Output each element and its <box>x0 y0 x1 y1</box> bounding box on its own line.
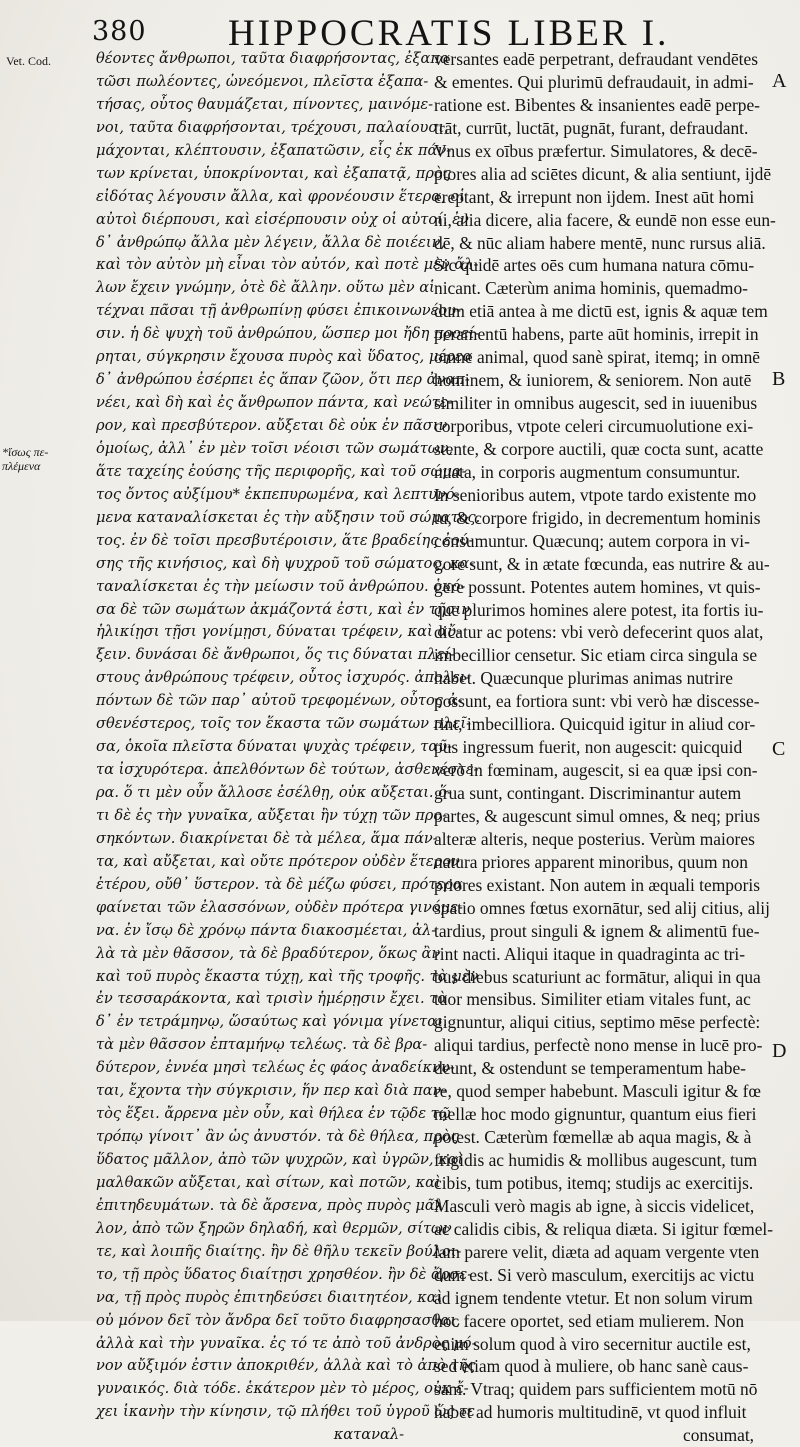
greek-line: δ᾽ ἀνθρώπῳ ἄλλα μὲν λέγειν, ἄλλα δὲ ποιέειν, <box>96 233 446 251</box>
latin-line: tu, & corpore frigido, in decrementum hominis <box>434 507 761 528</box>
latin-line: nicant. Cæterùm anima hominis, quemadmo- <box>434 278 748 299</box>
greek-line: τέχναι πᾶσαι τῇ ἀνθρωπίνῃ φύσει ἐπικοινωνέου- <box>96 302 462 320</box>
greek-line: το, τῇ πρὸς ὕδατος διαίτῃσι χρησθέον. ἢν δὲ ἄρσε- <box>96 1265 473 1283</box>
greek-line: να. ἐν ἴσῳ δὲ χρόνῳ πάντα διακοσμέεται, ἀλ- <box>96 921 437 939</box>
latin-line: gignuntur, aliqui citius, septimo mēse perfectè: <box>434 1012 761 1033</box>
latin-line: nuata, in corporis augmentum consumuntur. <box>434 461 741 482</box>
side-letter-a: A <box>772 70 787 92</box>
greek-line: καὶ τοῦ πυρὸς ἕκαστα τύχῃ, καὶ τῆς τροφῆς. τὰ μὲν <box>96 967 479 985</box>
greek-line: στους ἀνθρώπους τρέφειν, οὗτος ἰσχυρός. ἀπολει- <box>96 669 471 687</box>
greek-line: σιν. ἡ δὲ ψυχὴ τοῦ ἀνθρώπου, ὥσπερ μοι ἤδη προεί- <box>96 325 480 343</box>
latin-line: potest. Cæterùm fœmellæ ab aqua magis, & à <box>434 1127 752 1148</box>
side-letter-c: C <box>772 738 786 760</box>
latin-line: frigidis ac humidis & mollibus augescunt, tum <box>434 1150 758 1170</box>
greek-line: ται, ἔχοντα τὴν σύγκρισιν, ἥν περ καὶ διὰ παν- <box>96 1082 447 1100</box>
greek-line: τὸς ἕξει. ἄρρενα μὲν οὖν, καὶ θήλεα ἐν τῷδε τῷ <box>96 1105 451 1123</box>
latin-line: corporibus, vtpote celeri circumuolutione exi- <box>434 416 754 436</box>
latin-line: tuor mensibus. Similiter etiam vitales funt, ac <box>434 989 751 1010</box>
greek-line: ταναλίσκεται ἐς τὴν μείωσιν τοῦ ἀνθρώπου. ὁκό- <box>96 577 466 595</box>
greek-line: ἐν τεσσαράκοντα, καὶ τρισὶν ἡμέρῃσιν ἔχει. τὰ <box>96 990 448 1008</box>
latin-line: ni, alia dicere, alia facere, & eundē non esse eun- <box>434 209 776 230</box>
latin-line: peramentū habens, parte aūt hominis, irrepit in <box>434 324 759 345</box>
greek-line: τῶσι πωλέοντες, ὠνεόμενοι, πλεῖστα ἐξαπα- <box>96 72 429 90</box>
latin-line: grua sunt, contingant. Discriminantur autem <box>434 783 742 803</box>
latin-line: enim solum quod à viro secernitur auctile est, <box>434 1333 751 1354</box>
latin-line: dicatur ac potens: vbi verò defecerint quos alat, <box>434 622 764 643</box>
greek-line: δύτερον, ἐννέα μησὶ τελέως ἐς φάος ἀναδείκνυ- <box>96 1059 455 1077</box>
greek-line: λὰ τὰ μὲν θᾶσσον, τὰ δὲ βραδύτερον, ὅκως ἂν <box>96 944 441 962</box>
latin-line: spatio omnes fœtus exornātur, sed alij citius, alij <box>434 897 770 918</box>
greek-line: σα, ὁκοῖα πλεῖστα δύναται ψυχὰς τρέφειν, ταῦ- <box>96 738 453 756</box>
greek-line: δ᾽ ἐν τετράμηνῳ, ὥσαύτως καὶ γόνιμα γίνεται. <box>96 1013 448 1031</box>
latin-text-column <box>434 48 776 1447</box>
greek-line: τήσας, οὗτος θαυμάζεται, πίνοντες, μαινόμε- <box>96 95 434 113</box>
greek-line: ὁμοίως, ἀλλ᾽ ἐν μὲν τοῖσι νέοισι τῶν σωμάτων, <box>96 439 454 457</box>
greek-line: εἰδότας λέγουσιν ἄλλα, καὶ φρονέουσιν ἕτερα, οἱ <box>96 187 465 205</box>
latin-line: natura priores apparent minoribus, quum non <box>434 851 748 872</box>
margin-note-isos <box>2 445 48 473</box>
greek-line: λον, ἀπὸ τῶν ξηρῶν δηλαδή, καὶ θερμῶν, σίτων <box>96 1219 452 1237</box>
greek-line: νέει, καὶ δὴ καὶ ἐς ἄνθρωπον πάντα, καὶ νεώτε- <box>96 394 453 412</box>
latin-line: tardius, prout singuli & ignem & alimentū fue- <box>434 920 760 941</box>
latin-line: similiter in omnibus augescit, sed in iuuenibus <box>434 393 758 414</box>
latin-line: stente, & corpore auctili, quæ cocta sunt, acatte <box>434 438 764 459</box>
page-number: 380 <box>92 16 147 47</box>
side-letter-d: D <box>772 1040 787 1062</box>
latin-line: cibis, tum potibus, itemq; studijs ac exercitijs. <box>434 1172 754 1193</box>
greek-line: γυναικός. διὰ τόδε. ἑκάτερον μὲν τὸ μέρος, οὐκ ἔ- <box>96 1380 469 1398</box>
latin-line: habet. Quæcunque plurimas animas nutrire <box>434 668 733 689</box>
latin-line: verò in fœminam, augescit, si ea quæ ipsi con- <box>434 760 758 781</box>
latin-line: & ementes. Qui plurimū defraudauit, in admi- <box>434 71 754 92</box>
latin-line: Masculi verò magis ab igne, à siccis videlicet, <box>434 1195 755 1216</box>
latin-line: mellæ hoc modo gignuntur, quantum eius fieri <box>434 1104 757 1125</box>
latin-line: hominem, & iuniorem, & seniorem. Non autē <box>434 370 752 391</box>
greek-line: νον αὔξιμόν ἐστιν ἀποκριθέν, ἀλλὰ καὶ τὸ ἀπὸ τῆς <box>96 1357 476 1375</box>
latin-line: rint, imbecilliora. Quicquid igitur in aliud cor- <box>434 714 756 735</box>
greek-line: ἀλλὰ καὶ τὴν γυναῖκα. ἐς τό τε ἀπὸ τοῦ ἀνδρὸς μό- <box>96 1334 477 1352</box>
greek-line: ἡλικίῃσι τῇσι γονίμῃσι, δύναται τρέφειν, καὶ αὔ- <box>96 623 462 641</box>
latin-line: possunt, ea fortiora sunt: vbi verò hæ discesse- <box>434 691 760 712</box>
latin-line: partes, & augescunt simul omnes, & neq; prius <box>434 805 761 826</box>
margin-note-isos-line2: πλέμενα <box>2 459 41 473</box>
greek-line: καταναλ- <box>333 1426 404 1444</box>
greek-line: ἅτε ταχείης ἐούσης τῆς περιφορῆς, καὶ τοῦ σώμα- <box>96 462 467 480</box>
greek-line: ὕδατος μᾶλλον, ἀπὸ τῶν ψυχρῶν, καὶ ὑγρῶν, καὶ <box>96 1151 464 1168</box>
latin-line: rint nacti. Aliqui itaque in quadraginta ac tri- <box>434 943 746 964</box>
latin-line: habet ad humoris multitudinē, vt quod influit <box>434 1402 747 1423</box>
latin-line: dē, & nūc aliam habere mentē, nunc rursus aliā. <box>434 232 766 253</box>
greek-line: τρόπῳ γίνοιτ᾽ ἂν ὡς ἀνυστόν. τὰ δὲ θήλεα, πρὸς <box>96 1128 459 1146</box>
greek-line: θέοντες ἄνθρωποι, ταῦτα διαφρήσοντας, ἐξαπα <box>96 50 450 67</box>
latin-line: imbecillior censetur. Sic etiam circa singula se <box>434 645 758 666</box>
side-letter-b: B <box>772 368 786 390</box>
latin-line: Vnus ex oībus præfertur. Simulatores, & decē- <box>434 140 758 161</box>
latin-line: lam parere velit, diæta ad aquam vergente vten <box>434 1241 760 1262</box>
latin-line: priores existant. Non autem in æquali temporis <box>434 874 761 895</box>
greek-line: τα ἰσχυρότερα. ἀπελθόντων δὲ τούτων, ἀσθενέστε- <box>96 761 479 779</box>
greek-line: τε, καὶ λοιπῆς διαίτης. ἢν δὲ θῆλυ τεκεῖν βούλοι- <box>96 1242 462 1260</box>
latin-line: alteræ alteris, neque posterius. Verùm maiores <box>434 828 755 849</box>
latin-line: versantes eadē perpetrant, defraudant vendētes <box>434 49 758 69</box>
latin-line: dum etiā antea à me dictū est, ignis & aquæ tem <box>434 301 768 322</box>
latin-line: sam. Vtraq; quidem pars sufficientem motū nō <box>434 1379 758 1400</box>
greek-line: ἐπιτηδευμάτων. τὰ δὲ ἄρσενα, πρὸς πυρὸς μᾶλ <box>96 1196 444 1214</box>
greek-line: να, τῇ πρὸς πυρὸς ἐπιτηδεύσει διαιτητέον, καὶ <box>96 1288 443 1306</box>
margin-note-isos-line1: *ἴσως πε- <box>2 445 49 459</box>
latin-line: gere possunt. Potentes autem homines, vt quis- <box>434 576 761 597</box>
greek-line: μάχονται, κλέπτουσιν, ἐξαπατῶσιν, εἷς ἐκ πάν- <box>96 141 452 159</box>
latin-line: Sic quidē artes oēs cum humana natura cōmu- <box>434 255 755 276</box>
latin-line: re, quod semper habebunt. Masculi igitur & fœ <box>434 1081 761 1102</box>
greek-line: νοι, ταῦτα διαφρήσονται, τρέχουσι, παλαίουσι, <box>96 118 449 136</box>
greek-line: μαλθακῶν αὔξεται, καὶ σίτων, καὶ ποτῶν, καὶ <box>96 1173 441 1191</box>
greek-line: οὐ μόνον δεῖ τὸν ἄνδρα δεῖ τοῦτο διαφρησασθαι, <box>96 1311 461 1329</box>
greek-line: των κρίνεται, ὑποκρίνονται, καὶ ἐξαπατᾷ, πρὸς <box>96 164 451 182</box>
latin-line: deunt, & ostendunt se temperamentum habe- <box>434 1058 746 1079</box>
latin-line: hoc facere oportet, sed etiam mulierem. Non <box>434 1310 745 1331</box>
greek-line: μενα καταναλίσκεται ἐς τὴν αὔξησιν τοῦ σώματος. <box>96 508 481 526</box>
greek-line: φαίνεται τῶν ἐλασσόνων, οὐδὲν πρότερα γινόμε- <box>96 898 463 916</box>
greek-line: τος ὄντος αὐξίμου* ἐκπεπυρωμένα, καὶ λεπτυνό- <box>96 485 460 503</box>
latin-line: ptores alia ad sciētes dicunt, & alia sentiunt, ijdē <box>434 163 772 184</box>
greek-line: ξειν. δυνάσαι δὲ ἄνθρωποι, ὅς τις δύναται πλεί- <box>96 646 456 664</box>
greek-line: δ᾽ ἀνθρώπου ἐσέρπει ἐς ἅπαν ζῶον, ὅτι περ ἀναπ- <box>96 371 470 389</box>
greek-line: σηκόντων. διακρίνεται δὲ τὰ μέλεα, ἅμα πάν- <box>96 829 438 847</box>
running-head: HIPPOCRATIS LIBER I. <box>228 13 670 54</box>
greek-line: αὐτοὶ διέρπουσι, καὶ εἰσέρπουσιν οὐχ οἱ αὐτοί. ἐν <box>96 210 469 228</box>
greek-line: λων ἔχειν γνώμην, ὁτὲ δὲ ἄλλην. οὕτω μὲν αἱ <box>96 279 435 297</box>
latin-line: gore sunt, & in ætate fœcunda, eas nutrire & au- <box>434 553 770 574</box>
greek-line: ρηται, σύγκρησιν ἔχουσα πυρὸς καὶ ὕδατος, μέρεα <box>96 348 473 366</box>
latin-line: ereptant, & irrepunt non ijdem. Inest aūt homi <box>434 186 755 207</box>
latin-line: consumuntur. Quæcunq; autem corpora in vi- <box>434 530 750 551</box>
greek-line: ἑτέρου, οὔθ᾽ ὕστερον. τὰ δὲ μέζω φύσει, πρότερα <box>96 875 463 893</box>
latin-line: pus ingressum fuerit, non augescit: quicquid <box>434 737 743 758</box>
greek-line: τι δὲ ἐς τὴν γυναῖκα, αὔξεται ἢν τύχῃ τῶν προ- <box>96 806 448 824</box>
greek-line: τὰ μὲν θᾶσσον ἐπταμήνῳ τελέως. τὰ δὲ βρα- <box>96 1036 428 1054</box>
greek-line: σθενέστερος, τοῖς τον ἕκαστα τῶν σωμάτων πλεῖ- <box>96 715 472 733</box>
greek-line: ρα. ὅ τι μὲν οὖν ἄλλοσε ἐσέλθῃ, οὐκ αὔξεται. ὅ- <box>96 784 452 801</box>
greek-text-column <box>96 48 481 1447</box>
latin-line: dum est. Si verò masculum, exercitijs ac victu <box>434 1264 755 1285</box>
greek-line: χει ἱκανὴν τὴν κίνησιν, τῷ πλήθει τοῦ ὑγροῦ ὥς τε <box>96 1403 476 1421</box>
latin-line: In senioribus autem, vtpote tardo existente mo <box>434 484 757 505</box>
greek-line: τα, καὶ αὔξεται, καὶ οὔτε πρότερον οὐδὲν ἕτερον <box>96 852 461 870</box>
latin-line: consumat, <box>683 1425 754 1446</box>
latin-line: ad ignem tendente vtetur. Et non solum virum <box>434 1287 753 1308</box>
latin-line: bus diebus scaturiunt ac formātur, aliqui in qua <box>434 966 761 987</box>
latin-line: que plurimos homines alere potest, ita fortis iu- <box>434 599 764 620</box>
greek-line: πόντων δὲ τῶν παρ᾽ αὐτοῦ τρεφομένων, οὗτος ἀ- <box>96 692 463 710</box>
latin-line: trāt, currūt, luctāt, pugnāt, furant, defraudant. <box>434 117 749 138</box>
greek-line: σης τῆς κινήσιος, καὶ δὴ ψυχροῦ τοῦ σώματος, κα- <box>96 554 475 572</box>
greek-line: ρον, καὶ πρεσβύτερον. αὔξεται δὲ οὐκ ἐν πᾶσιν <box>96 417 448 434</box>
latin-line: aliqui tardius, perfectè nono mense in lucē pro- <box>434 1035 763 1056</box>
greek-line: τος. ἐν δὲ τοῖσι πρεσβυτέροισιν, ἅτε βραδείης ἐού- <box>96 531 474 549</box>
greek-line: σα δὲ τῶν σωμάτων ἀκμάζοντά ἐστι, καὶ ἐν τῇσιν <box>96 600 471 618</box>
greek-line: καὶ τὸν αὐτὸν μὴ εἶναι τὸν αὐτόν, καὶ ποτὲ μὲν ἄλ- <box>96 256 479 274</box>
latin-line: omne animal, quod sanè spirat, itemq; in omnē <box>434 347 761 368</box>
latin-line: ac calidis cibis, & reliqua diæta. Si igitur fœmel- <box>434 1218 774 1239</box>
margin-note-vet-cod: Vet. Cod. <box>6 54 51 68</box>
latin-line: sed etiam quod à muliere, ob hanc sanè caus- <box>434 1356 749 1377</box>
latin-line: ratione est. Bibentes & insanientes eadē perpe- <box>434 94 760 115</box>
